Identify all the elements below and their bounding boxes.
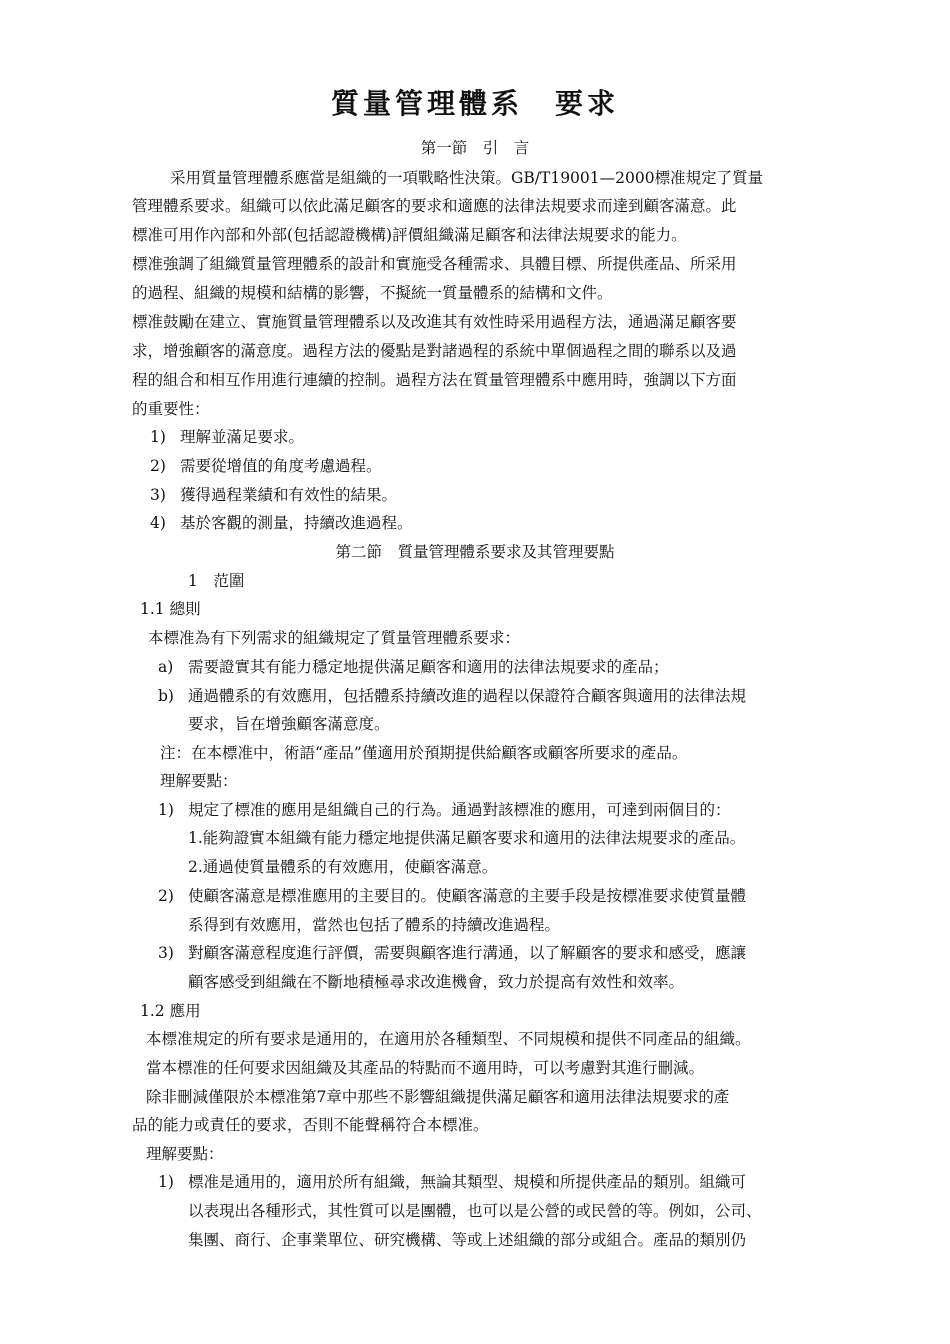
- list-item: 系得到有效應用，當然也包括了體系的持續改進過程。: [188, 916, 561, 934]
- list-item: 使顧客滿意是標准應用的主要目的。使顧客滿意的主要手段是按標准要求使質量體: [188, 887, 747, 905]
- list-item: 顧客感受到組織在不斷地積極尋求改進機會，致力於提高有效性和效率。: [188, 973, 685, 991]
- list-item: 標准是通用的，適用於所有組織，無論其類型、規模和所提供產品的類別。組織可: [188, 1173, 747, 1191]
- list-item: 基於客觀的測量，持續改進過程。: [180, 514, 413, 532]
- intro-line: 的過程、組織的規模和結構的影響，不擬統一質量體系的結構和文件。: [132, 284, 613, 302]
- list-item: 理解並滿足要求。: [180, 428, 305, 446]
- note-line: 注：在本標准中，術語“產品”僅適用於預期提供給顧客或顧客所要求的產品。: [160, 744, 688, 762]
- intro-line: 程的組合和相互作用進行連續的控制。過程方法在質量管理體系中應用時，強調以下方面: [132, 371, 737, 389]
- understand-heading: 理解要點：: [146, 1145, 224, 1163]
- list-number: 1): [158, 1173, 174, 1191]
- intro-line: 標准強調了組織質量管理體系的設計和實施受各種需求、具體目標、所提供產品、所采用: [132, 255, 737, 273]
- subsection-heading: 1.2 應用: [140, 1002, 201, 1020]
- list-number: 3): [158, 944, 174, 962]
- paragraph-line: 品的能力或責任的要求，否則不能聲稱符合本標准。: [132, 1116, 489, 1134]
- list-item: 集團、商行、企事業單位、研究機構、等或上述組織的部分或組合。產品的類別仍: [188, 1231, 747, 1249]
- intro-line: 標准鼓勵在建立、實施質量管理體系以及改進其有效性時采用過程方法，通過滿足顧客要: [132, 313, 737, 331]
- intro-line: 標准可用作內部和外部(包括認證機構)評價組織滿足顧客和法律法規要求的能力。: [132, 226, 687, 244]
- list-number: 1): [158, 801, 174, 819]
- list-number: 4): [150, 514, 166, 532]
- list-item: 通過體系的有效應用，包括體系持續改進的過程以保證符合顧客與適用的法律法規: [188, 687, 747, 705]
- section-2-heading: 第二節 質量管理體系要求及其管理要點: [335, 543, 615, 561]
- intro-line: 求，增強顧客的滿意度。過程方法的優點是對諸過程的系統中單個過程之間的聯系以及過: [132, 342, 737, 360]
- list-item: 規定了標准的應用是組織自己的行為。通過對該標准的應用，可達到兩個目的：: [188, 801, 731, 819]
- list-item: 需要證實其有能力穩定地提供滿足顧客和適用的法律法規要求的產品；: [188, 658, 669, 676]
- intro-line: 的重要性：: [132, 400, 210, 418]
- list-number: 3): [150, 486, 166, 504]
- list-item: 需要從增值的角度考慮過程。: [180, 457, 382, 475]
- list-item: 獲得過程業績和有效性的結果。: [180, 486, 398, 504]
- section-1-heading: 第一節 引 言: [420, 139, 530, 157]
- subsection-heading: 1 范圍: [188, 572, 245, 590]
- list-number: a): [158, 658, 174, 676]
- understand-heading: 理解要點：: [160, 772, 238, 790]
- list-number: b): [158, 687, 174, 705]
- list-item: 要求，旨在增強顧客滿意度。: [188, 715, 390, 733]
- list-item: 對顧客滿意程度進行評價，需要與顧客進行溝通，以了解顧客的要求和感受，應讓: [188, 944, 747, 962]
- intro-line: 采用質量管理體系應當是組織的一項戰略性決策。GB/T19001—2000標准規定了質量: [170, 169, 764, 187]
- paragraph-line: 本標准為有下列需求的組織規定了質量管理體系要求：: [148, 629, 521, 647]
- list-item: 2.通過使質量體系的有效應用，使顧客滿意。: [188, 858, 498, 876]
- subsection-heading: 1.1 總則: [140, 600, 201, 618]
- intro-line: 管理體系要求。組織可以依此滿足顧客的要求和適應的法律法規要求而達到顧客滿意。此: [132, 197, 737, 215]
- paragraph-line: 除非刪減僅限於本標准第7章中那些不影響組織提供滿足顧客和適用法律法規要求的產: [146, 1088, 730, 1106]
- page-title: 質量管理體系 要求: [330, 87, 619, 120]
- paragraph-line: 本標准規定的所有要求是通用的，在適用於各種類型、不同規模和提供不同產品的組織。: [146, 1030, 751, 1048]
- list-item: 1.能夠證實本組織有能力穩定地提供滿足顧客要求和適用的法律法規要求的產品。: [188, 829, 746, 847]
- list-number: 2): [150, 457, 166, 475]
- list-number: 2): [158, 887, 174, 905]
- paragraph-line: 當本標准的任何要求因組織及其產品的特點而不適用時，可以考慮對其進行刪減。: [146, 1059, 705, 1077]
- list-item: 以表現出各種形式，其性質可以是團體，也可以是公營的或民營的等。例如，公司、: [188, 1202, 762, 1220]
- list-number: 1): [150, 428, 166, 446]
